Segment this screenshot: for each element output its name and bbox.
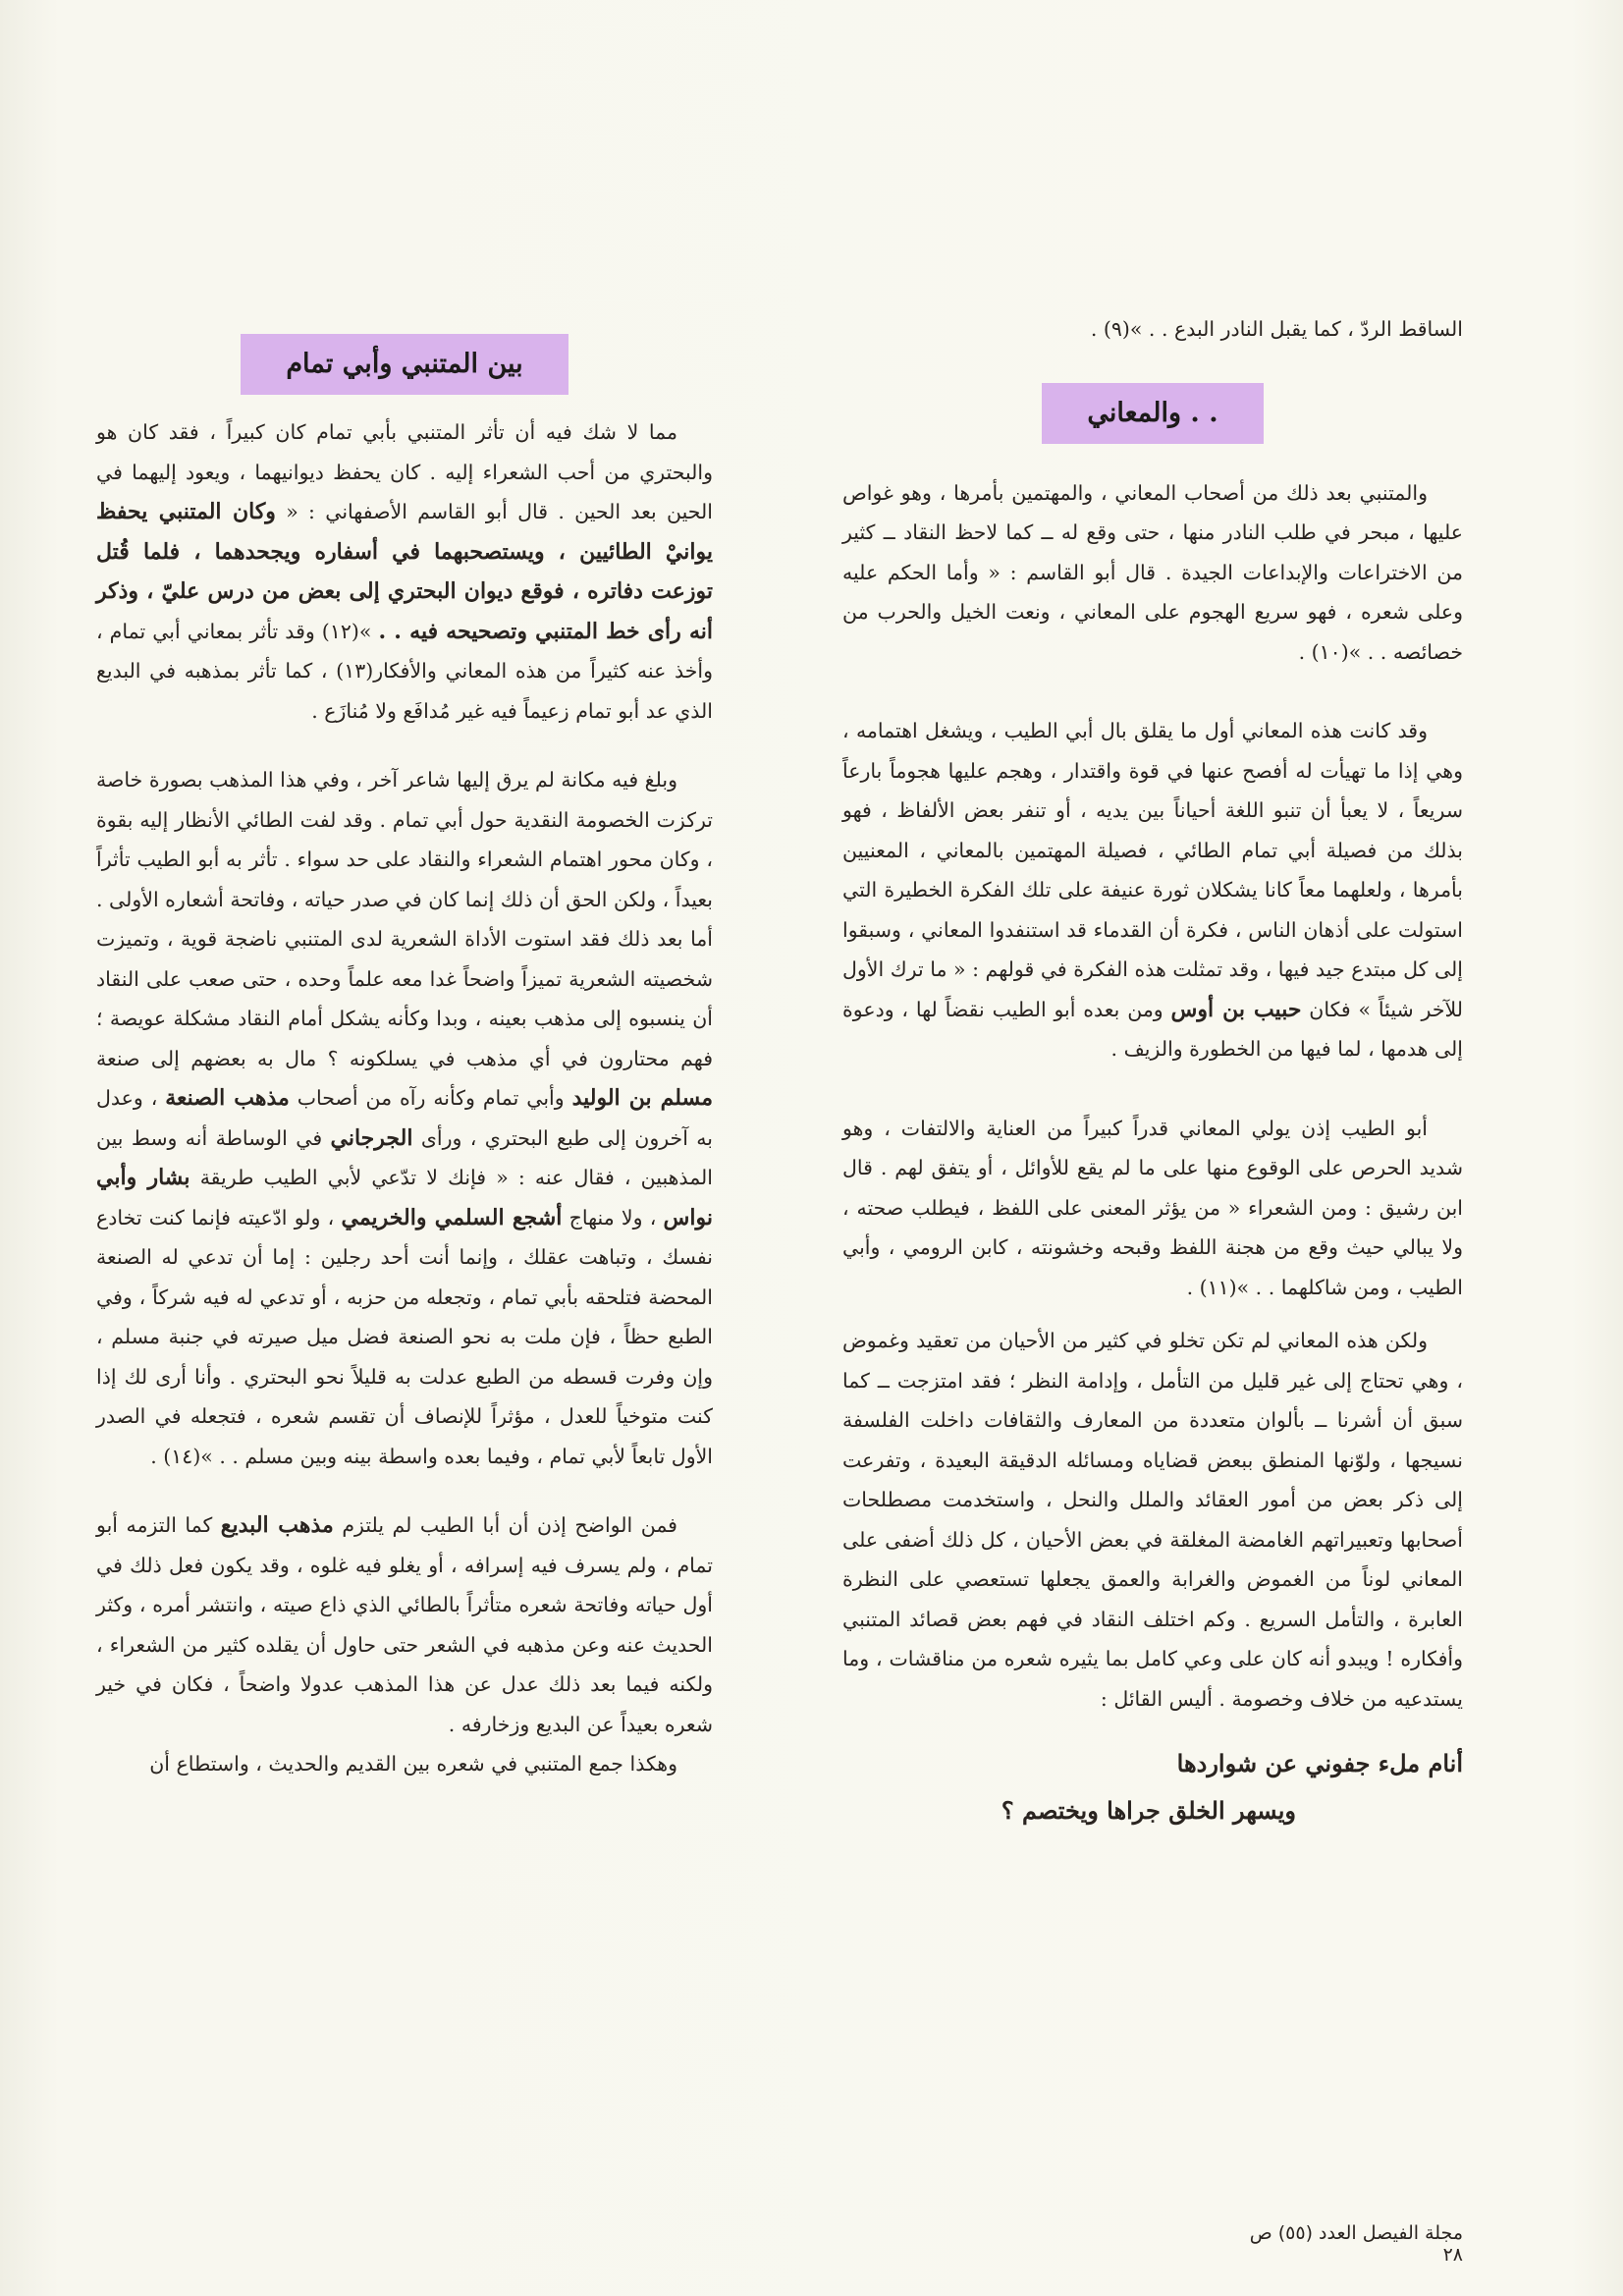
paragraph (96, 760, 713, 1476)
verse-line-2: ويسهر الخلق جراها ويختصم ؟ (1001, 1796, 1296, 1825)
bold-name-ashja: أشجع السلمي والخريمي (341, 1204, 563, 1230)
paragraph (96, 1505, 713, 1744)
bold-term-sanaa: مذهب الصنعة (165, 1085, 290, 1111)
bold-name-bashar: بشار وأبي نواس (96, 1165, 713, 1230)
paragraph-text: وبلغ فيه مكانة لم يرق إليها شاعر آخر ، وفي هذا المذهب بصورة خاصة تركزت الخصومة النقدية حول أبي تمام . وقد لفت الطائي الأنظار إليه بقوة ، وكان محور اهتمام الشعراء والنقاد على حد سواء . تأثر به أبو الطيب تأثراً بعيداً ، ولكن الحق أن ذلك إنما كان في صدر حياته ، وفاتحة أشعاره الأولى . أما بعد ذلك فقد استوت الأداة الشعرية لدى المتنبي ناضجة قوية ، وتميزت شخصيته الشعرية تميزاً واضحاً غدا معه علماً وحده ، حتى صعب على النقاد أن ينسبوه إلى مذهب بعينه ، وبدا وكأنه يشكل أمام النقاد مشكلة عويصة ؛ فهم محتارون في أي مذهب في يسلكونه ؟ مال به بعضهم إلى صنعة (96, 768, 713, 1070)
paragraph-text: فمن الواضح إذن أن أبا الطيب لم يلتزم (342, 1513, 677, 1537)
bold-quote-isfahani: وكان المتنبي يحفظ يوانيْ الطائيين ، ويستصحبهما في أسفاره ويجحدهما ، فلما قُتل توزعت دفاتره ، فوقع ديوان البحتري إلى بعض من درس عليّ ، وذكر أنه رأى خط المتنبي وتصحيحه فيه . . (96, 499, 713, 644)
paragraph (842, 711, 1463, 1069)
bold-term-badi: مذهب البديع (220, 1512, 334, 1538)
bold-name-habib: حبيب بن أوس (1170, 996, 1302, 1022)
page-footer: مجلة الفيصل العدد (٥٥) ص ٢٨ (1249, 2222, 1463, 2266)
right-column (842, 309, 1463, 1834)
paragraph-text: ومن بعده أبو الطيب نقضاً لها ، ودعوة إلى هدمها ، لما فيها من الخطورة والزيف . (842, 997, 1463, 1061)
heading-meanings-label: . . والمعاني (1042, 383, 1263, 444)
paragraph-text: وقد كانت هذه المعاني أول ما يقلق بال أبي الطيب ، ويشغل اهتمامه ، وهي إذا ما تهيأت له أفصح عنها في قوة واقتدار ، وهجم عليها هجوماً بارعاً سريعاً ، لا يعبأ أن تنبو اللغة أحياناً بين يديه ، أو تنفر بعض الألفاظ ، فهو بذلك من فصيلة أبي تمام الطائي ، فصيلة المهتمين بالمعاني ، المعنيين بأمرها ، ولعلهما معاً كانا يشكلان ثورة عنيفة على تلك الفكرة الخطيرة التي استولت على أذهان الناس ، فكرة أن القدماء قد استنفدوا المعاني ، وسبقوا إلى كل مبتدع جيد فيها ، وقد تمثلت هذه الفكرة في قولهم : « ما ترك الأول للآخر شيئاً » فكان (842, 719, 1463, 1021)
left-column (96, 349, 714, 1824)
section-heading-meanings (842, 383, 1463, 444)
paragraph: أبو الطيب إذن يولي المعاني قدراً كبيراً من العناية والالتفات ، وهو شديد الحرص على الوقوع منها على ما لم يقع للأوائل ، أو يتفق لهم . قال ابن رشيق : ومن الشعراء « من يؤثر المعنى على اللفظ ، فيطلب صحته ، ولا يبالي حيث وقع من هجنة اللفظ وقبحه وخشونته ، كابن الرومي ، وأبي الطيب ، ومن شاكلهما . . »(١١) . (842, 1116, 1463, 1299)
paragraph-text: »(١٢) وقد تأثر بمعاني أبي تمام ، وأخذ عنه كثيراً من هذه المعاني والأفكار(١٣) ، كما تأثر بمذهبه في البديع الذي عد أبو تمام زعيماً فيه غير مُدافَع ولا مُنازَع . (96, 619, 714, 723)
paragraph-text: كما التزمه أبو تمام ، ولم يسرف فيه إسرافه ، أو يغلو فيه غلوه ، وقد يكون فعل ذلك في أول حياته وفاتحة شعره متأثراً بالطائي الذي ذاع صيته ، وانتشر أمره ، وكثر الحديث عنه وعن مذهبه في الشعر حتى حاول أن يقلده كثير من الشعراء ، ولكنه فيما بعد ذلك عدل عن هذا المذهب عدولا واضحاً ، فكان في خير شعره بعيداً عن البديع وزخارفه . (96, 1513, 713, 1736)
paragraph-text: ، ولا منهاج (568, 1205, 657, 1230)
paragraph: ولكن هذه المعاني لم تكن تخلو في كثير من الأحيان من تعقيد وغموض ، وهي تحتاج إلى غير قليل من التأمل ، وإدامة النظر ؛ فقد امتزجت ــ كما سبق أن أشرنا ــ بألوان متعددة من المعارف والثقافات داخلت الفلسفة نسيجها ، ولوّنها المنطق ببعض قضاياه ومسائله الدقيقة البعيدة ، وتفرعت إلى ذكر بعض من أمور العقائد والملل والنحل ، واستخدمت مصطلحات أصحابها وتعبيراتهم الغامضة المغلقة في بعض الأحيان ، كل ذلك أضفى على المعاني لوناً من الغموض والغرابة والعمق يجعلها تستعصي على النظرة العابرة ، والتأمل السريع . وكم اختلف النقاد في فهم بعض قصائد المتنبي وأفكاره ! ويبدو أنه كان على وعي كامل بما يثيره شعره من مناقشات ، وما يستدعيه من خلاف وخصومة . أليس القائل : (842, 1329, 1463, 1711)
paragraph: والمتنبي بعد ذلك من أصحاب المعاني ، والمهتمين بأمرها ، وهو غواص عليها ، مبحر في طلب النادر منها ، حتى وقع له ــ كما لاحظ النقاد ــ كثير من الاختراعات والإبداعات الجيدة . قال أبو القاسم : « وأما الحكم عليه وعلى شعره ، فهو سريع الهجوم على المعاني ، ونعت الخيل والحرب من خصائصه . . »(١٠) . (842, 480, 1463, 664)
paragraph-text: في الوساطة أنه وسط بين المذهبين ، فقال عنه : « فإنك لا تدّعي لأبي الطيب طريقة (96, 1125, 713, 1189)
verse-line-1: أنام ملء جفوني عن شواردها (1176, 1749, 1463, 1777)
paragraph (96, 412, 713, 731)
paragraph-text: ، وعدل به آخرون إلى طبع البحتري ، ورأى (96, 1086, 713, 1150)
paragraph: وهكذا جمع المتنبي في شعره بين القديم والحديث ، واستطاع أن (149, 1752, 677, 1776)
bold-name-muslim: مسلم بن الوليد (571, 1085, 713, 1111)
opening-line: الساقط الردّ ، كما يقبل النادر البدع . . »(٩) . (1090, 317, 1463, 341)
paragraph-text: ، ولو ادّعيته فإنما كنت تخادع نفسك ، وتباهت عقلك ، وإنما أنت أحد رجلين : إما أن تدعي له الصنعة المحضة فتلحقه بأبي تمام ، وتجعله من حزبه ، أو تدعي له فيه شركاً ، وفي الطبع حظاً ، فإن ملت به نحو الصنعة فضل ميل صيرته في جنبة مسلم ، وإن وفرت قسطه من الطبع عدلت به قليلاً نحو البحتري . وأنا أرى لك إذا كنت متوخياً للعدل ، مؤثراً للإنصاف أن تقسم شعره ، فتجعله في الصدر الأول تابعاً لأبي تمام ، وفيما بعده واسطة بينه وبين مسلم . . »(١٤) . (96, 1205, 713, 1468)
bold-name-jurjani: الجرجاني (330, 1124, 413, 1151)
paragraph-text: مما لا شك فيه أن تأثر المتنبي بأبي تمام كان كبيراً ، فقد كان هو والبحتري من أحب الشعراء إليه . كان يحفظ ديوانيهما ، ويعود إليهما في الحين بعد الحين . قال أبو القاسم الأصفهاني : « (96, 420, 713, 523)
heading-mutanabbi-label: بين المتنبي وأبي تمام (241, 334, 568, 395)
section-heading-mutanabbi-abu-tammam (96, 334, 713, 395)
paragraph-text: وأبي تمام وكأنه رآه من أصحاب (297, 1086, 565, 1110)
